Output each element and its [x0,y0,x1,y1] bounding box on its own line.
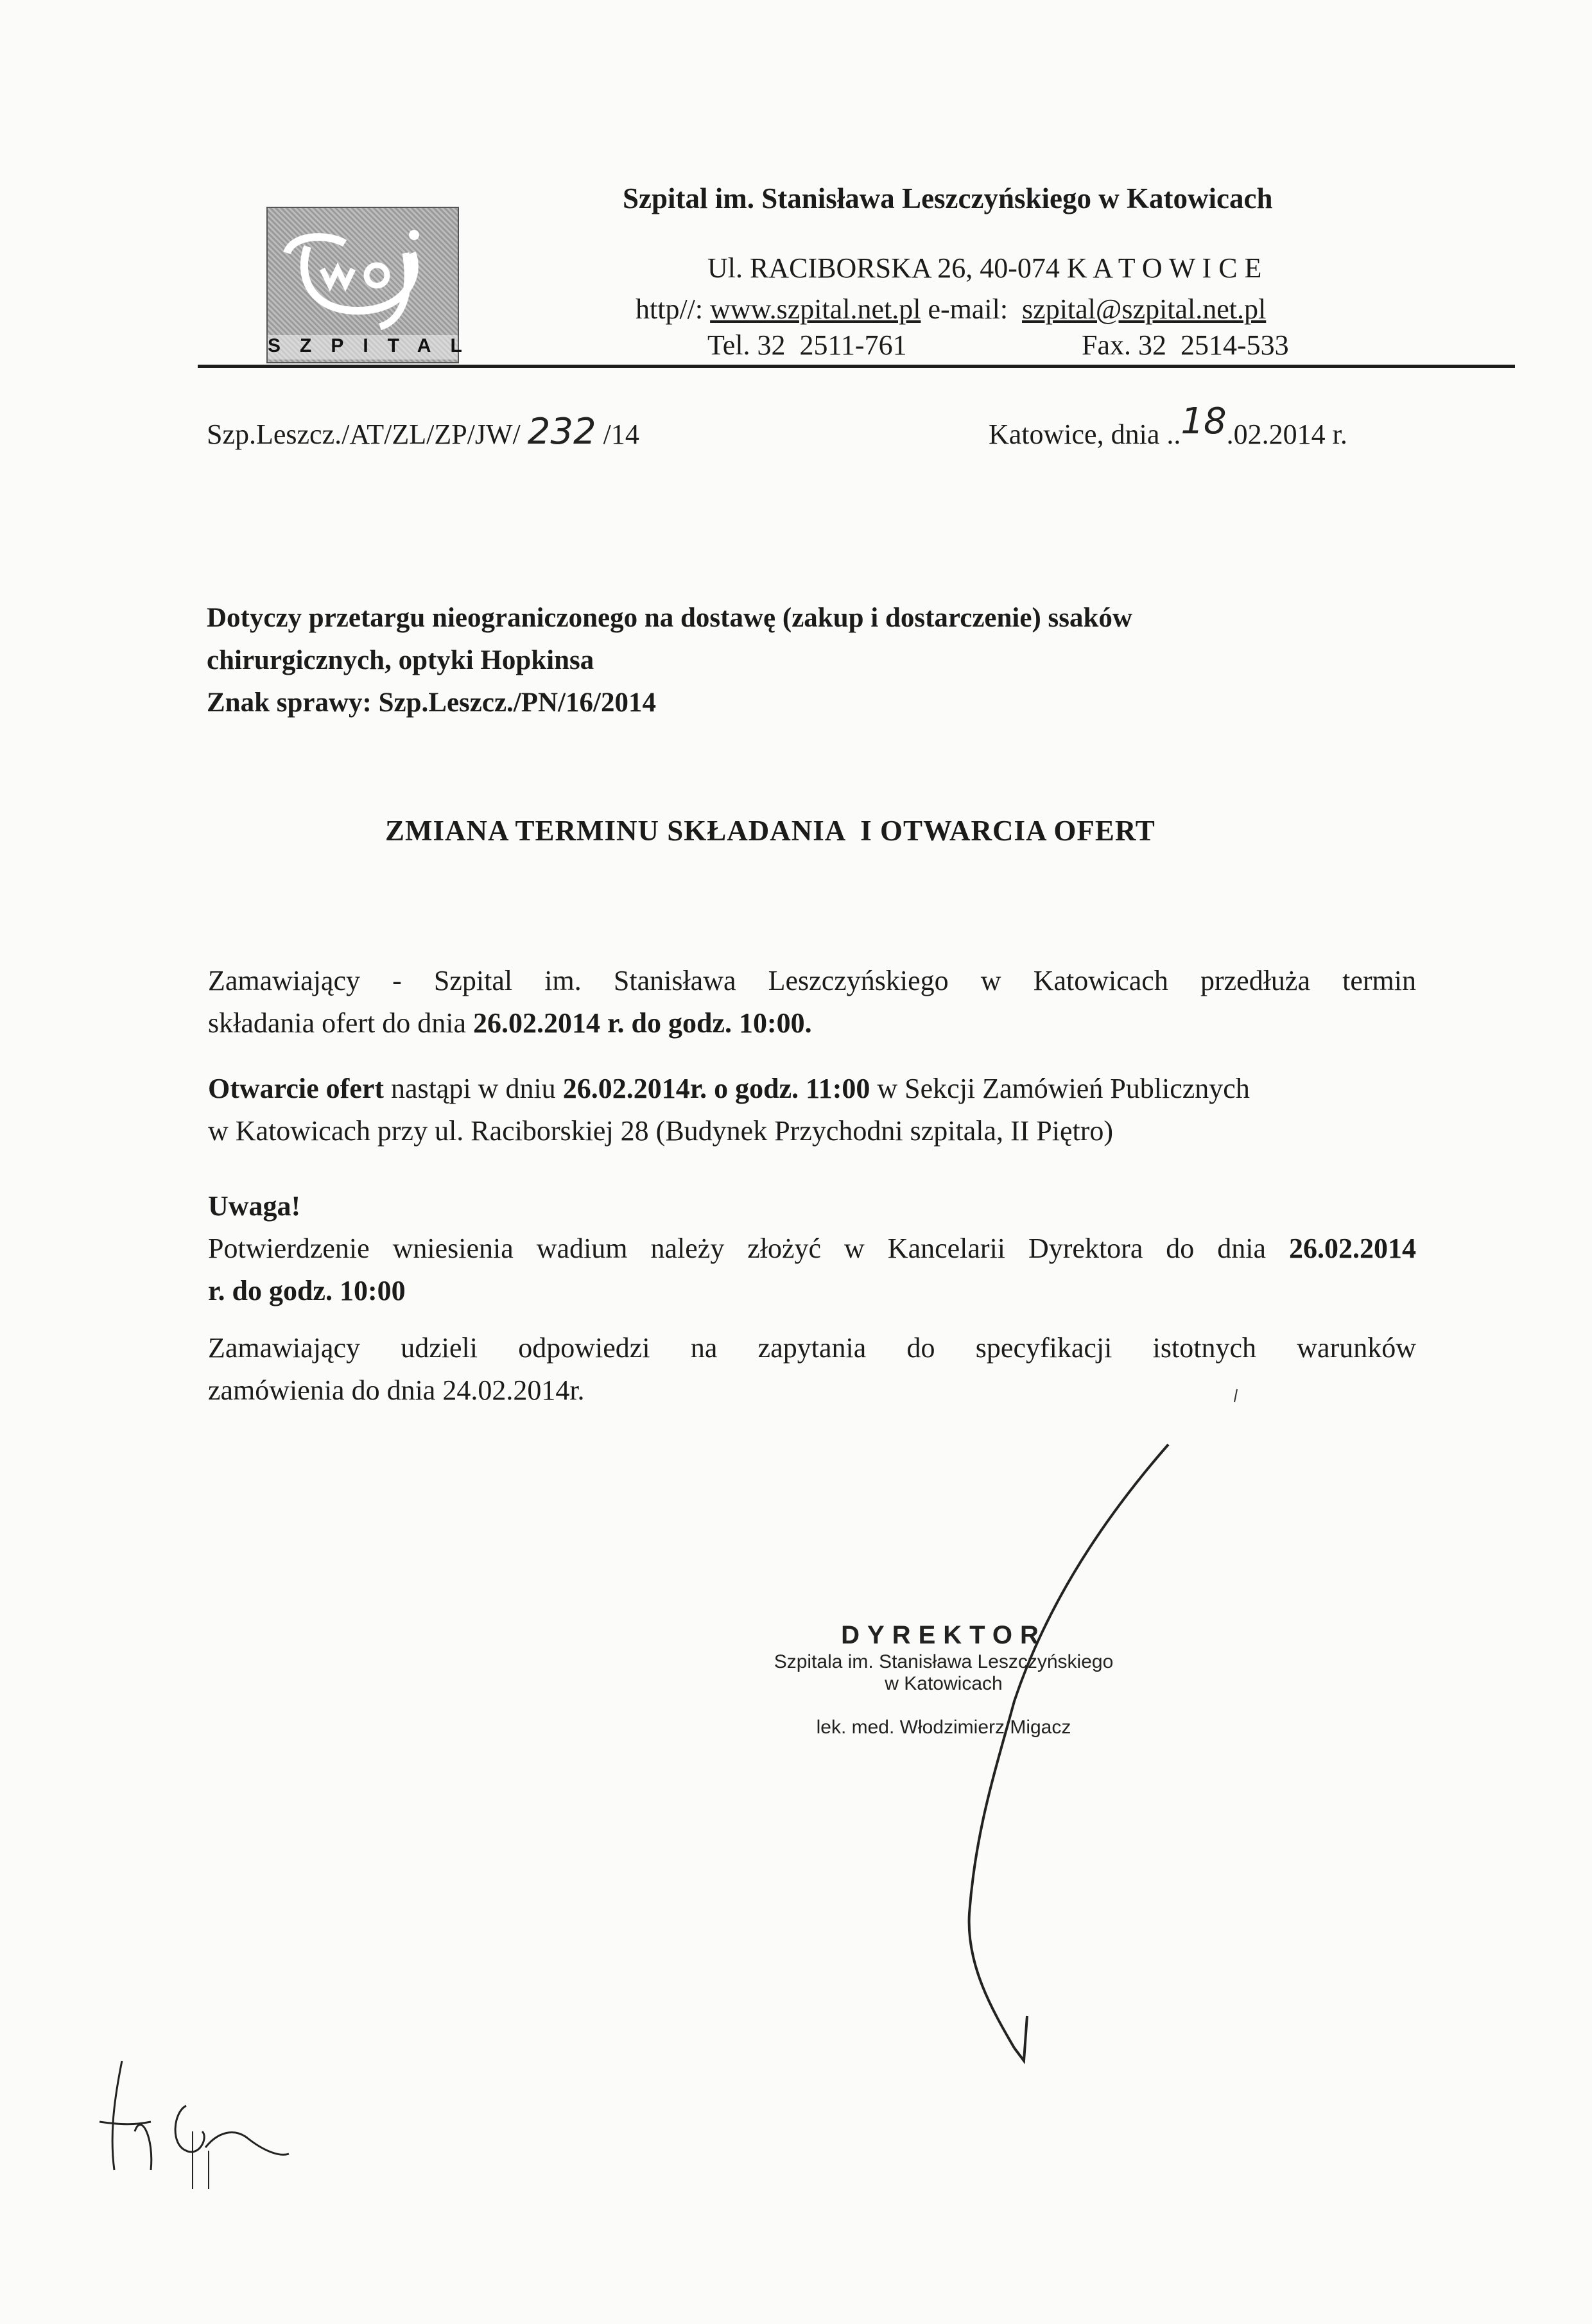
p2-line-2: w Katowicach przy ul. Raciborskiej 28 (Budynek Przychodni szpitala, II Piętro) [208,1115,1114,1147]
initials-signature [96,2061,302,2207]
reference-number [207,411,639,453]
stamp-line-3: lek. med. Włodzimierz Migacz [816,1717,1071,1738]
p2-text-a: nastąpi w dniu [384,1073,563,1104]
subject-line-2: chirurgicznych, optyki Hopkinsa [207,645,594,675]
logo-word: SZPITAL [268,335,458,360]
fax: Fax. 32 2514-533 [1082,329,1289,361]
p3-date: 26.02.2014 [1289,1233,1416,1264]
address: Ul. RACIBORSKA 26, 40-074 K A T O W I C E [707,252,1262,284]
institution-name: Szpital im. Stanisława Leszczyńskiego w Katowicach [623,182,1273,214]
notice-headline: ZMIANA TERMINU SKŁADANIA I OTWARCIA OFERT [385,815,1155,847]
p2-lead: Otwarcie ofert [208,1073,385,1104]
stamp-line-1: Szpitala im. Stanisława Leszczyńskiego [774,1651,1114,1672]
website-link[interactable]: www.szpital.net.pl [710,293,921,325]
date-handwritten-day: 18 [1181,401,1227,442]
reference-prefix: Szp.Leszcz./AT/ZL/ZP/JW/ [207,419,521,450]
p3-text: Potwierdzenie wniesienia wadium należy złożyć w Kancelarii Dyrektora do dnia [208,1233,1289,1264]
email-link[interactable]: szpital@szpital.net.pl [1022,293,1267,325]
director-signature [931,1412,1213,2324]
web-label: http//: [636,293,704,325]
contact-web-email [636,293,1266,325]
date-dots: .. [1166,419,1181,450]
p1-line-2 [208,1002,1416,1045]
p2-opening-date: 26.02.2014r. o godz. 11:00 [562,1073,870,1104]
p3-line-1 [208,1227,1416,1270]
p4-line-1: Zamawiający udzieli odpowiedzi na zapytania do specyfikacji istotnych warunków [208,1332,1416,1364]
paragraph-deadline-extension [208,960,1416,1045]
p1-text: składania ofert do dnia [208,1007,473,1039]
subject-block [207,597,1132,724]
email-label: e-mail: [928,293,1008,325]
stamp-title: DYREKTOR [841,1621,1046,1649]
p2-text-b: w Sekcji Zamówień Publicznych [870,1073,1250,1104]
phone: Tel. 32 2511-761 [707,329,907,361]
date-prefix: Katowice, dnia [989,419,1160,450]
p3-line-2: r. do godz. 10:00 [208,1275,406,1306]
p2-line-1 [208,1068,1416,1110]
reference-handwritten-number: 232 [527,411,596,453]
document-date [989,401,1347,453]
hospital-logo [266,207,481,363]
paragraph-opening [208,1068,1416,1152]
stamp-line-2: w Katowicach [885,1673,1003,1694]
p4-line-2: zamówienia do dnia 24.02.2014r. [208,1374,585,1406]
subject-line-1: Dotyczy przetargu nieograniczonego na dostawę (zakup i dostarczenie) ssaków [207,603,1132,633]
header-rule [198,365,1515,368]
reference-suffix: /14 [603,419,639,450]
case-reference: Znak sprawy: Szp.Leszcz./PN/16/2014 [207,688,656,718]
stray-mark [1229,1387,1242,1406]
date-suffix: .02.2014 r. [1226,419,1347,450]
p1-deadline: 26.02.2014 r. do godz. 10:00. [472,1007,812,1039]
logo-emblem [268,208,455,336]
p1-line-1: Zamawiający - Szpital im. Stanisława Leszczyńskiego w Katowicach przedłuża termin [208,965,1416,996]
paragraph-note [208,1185,1416,1312]
note-title: Uwaga! [208,1190,301,1222]
